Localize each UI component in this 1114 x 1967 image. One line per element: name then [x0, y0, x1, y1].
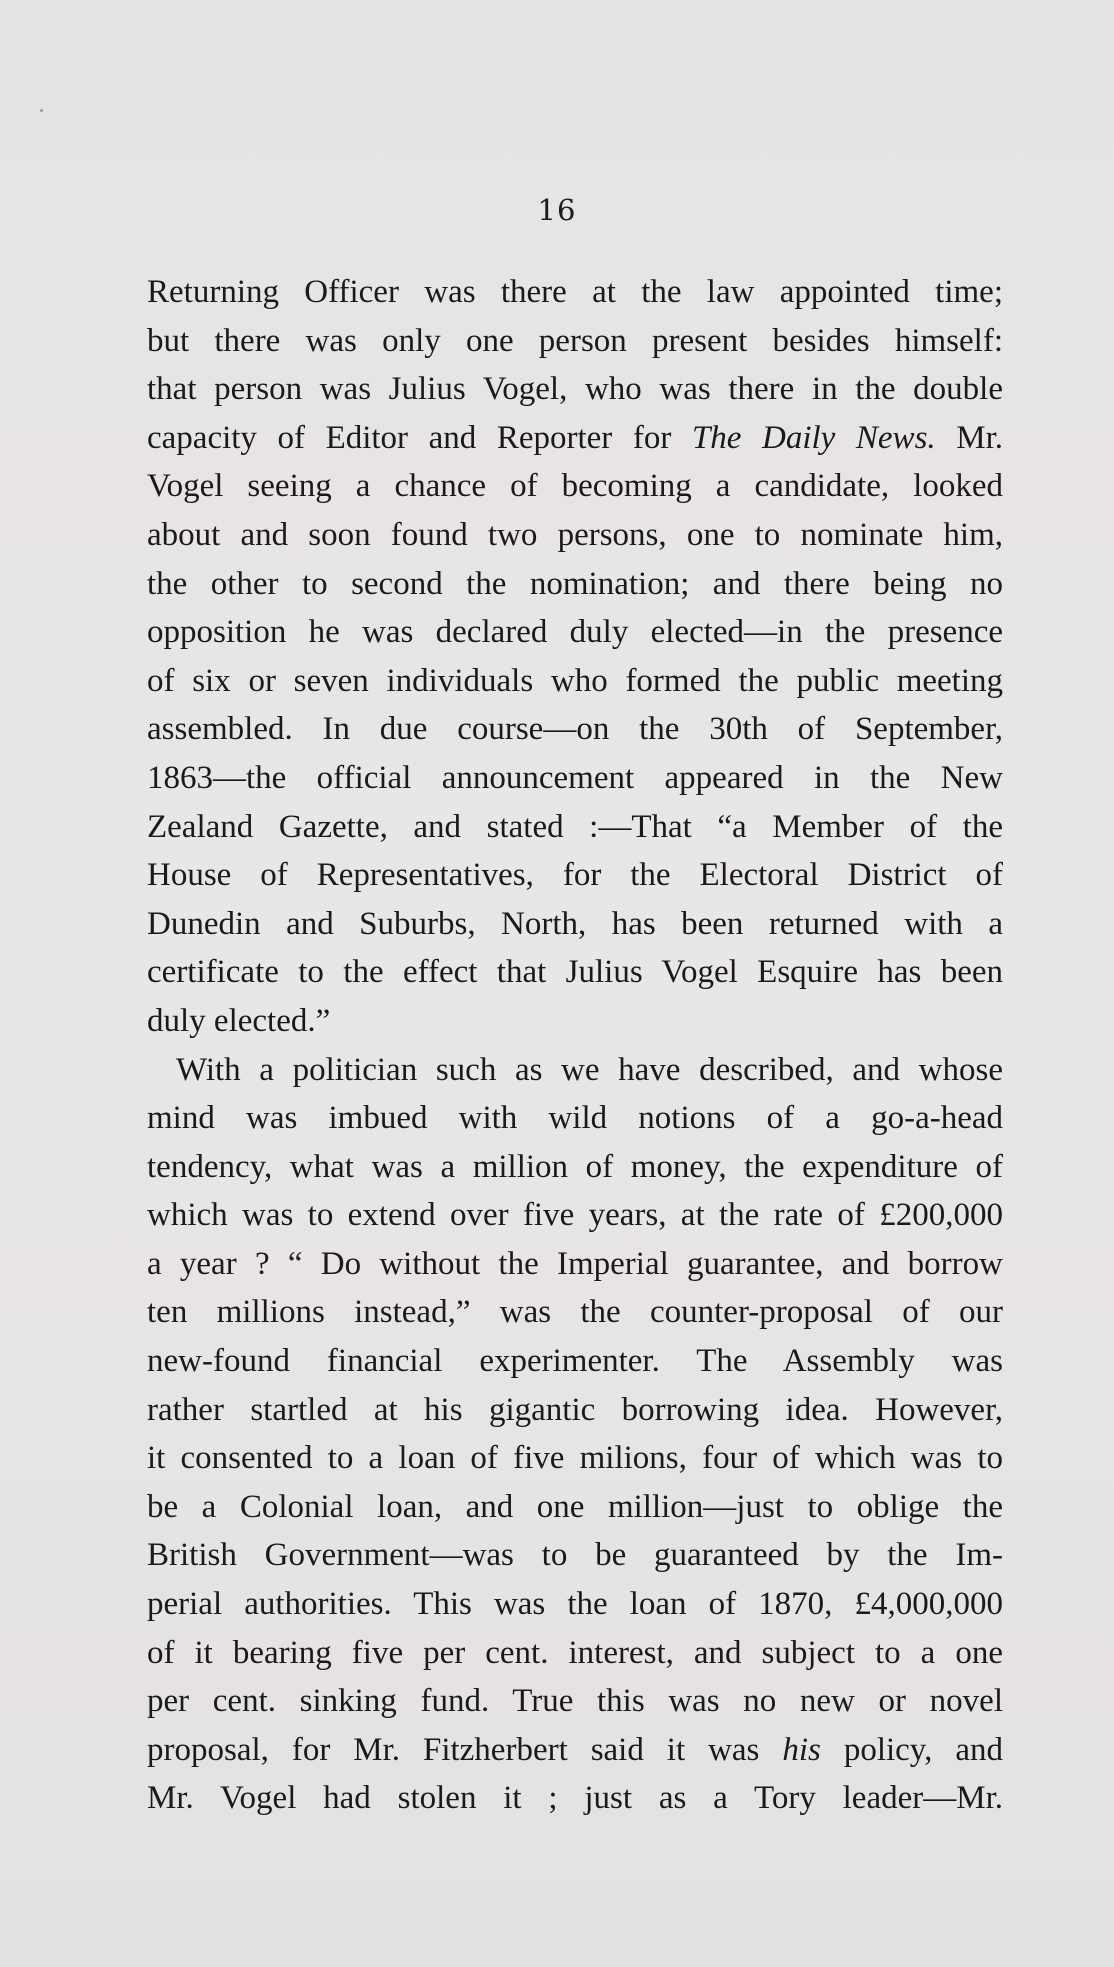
text-line: House of Representatives, for the Electoral District of — [147, 857, 1003, 894]
text-line: of six or seven individuals who formed the public meeting — [147, 662, 1003, 699]
text-line-with-emphasis — [147, 1726, 1003, 1775]
text-line: mind was imbued with wild notions of a go-a-head — [147, 1100, 1003, 1137]
text-segment: capacity of Editor and Reporter for — [147, 419, 672, 456]
text-segment: Mr. — [956, 419, 1004, 456]
text-line: Mr. Vogel had stolen it ; just as a Tory leader—Mr. — [147, 1780, 1003, 1817]
text-line: perial authorities. This was the loan of 1870, £4,000,000 — [147, 1586, 1003, 1623]
text-line: rather startled at his gigantic borrowing idea. However, — [147, 1391, 1003, 1428]
text-line: With a politician such as we have described, and whose — [176, 1051, 1003, 1088]
text-segment: proposal, for Mr. Fitzherbert said it was — [147, 1731, 760, 1768]
text-line: new-found financial experimenter. The Assembly was — [147, 1343, 1003, 1380]
text-line: tendency, what was a million of money, the expenditure of — [147, 1148, 1003, 1185]
text-line: of it bearing five per cent. interest, and subject to a one — [147, 1634, 1003, 1671]
text-line: Vogel seeing a chance of becoming a candidate, looked — [147, 468, 1003, 505]
text-line: which was to extend over five years, at the rate of £200,000 — [147, 1197, 1003, 1234]
text-line: British Government—was to be guaranteed by the Im- — [147, 1537, 1003, 1574]
text-line: duly elected.” — [147, 1002, 331, 1039]
paper-speck — [40, 109, 43, 112]
text-line: a year ? “ Do without the Imperial guarantee, and borrow — [147, 1245, 1003, 1282]
body-text — [147, 268, 1003, 1823]
text-line: certificate to the effect that Julius Vogel Esquire has been — [147, 954, 1003, 991]
text-line: Returning Officer was there at the law appointed time; — [147, 274, 1003, 310]
text-line-with-title — [147, 414, 1003, 463]
text-line: 1863—the official announcement appeared in the New — [147, 759, 1003, 796]
text-line: the other to second the nomination; and there being no — [147, 565, 1003, 602]
text-line: but there was only one person present besides himself: — [147, 322, 1003, 359]
emphasized-word: his — [782, 1731, 821, 1768]
newspaper-title: The Daily News. — [691, 419, 936, 456]
text-line: assembled. In due course—on the 30th of September, — [147, 711, 1003, 748]
text-line: it consented to a loan of five milions, four of which was to — [147, 1440, 1003, 1477]
text-line: per cent. sinking fund. True this was no new or novel — [147, 1683, 1003, 1720]
text-line: that person was Julius Vogel, who was there in the double — [147, 371, 1003, 408]
text-line: Dunedin and Suburbs, North, has been returned with a — [147, 905, 1003, 942]
text-line: be a Colonial loan, and one million—just to oblige the — [147, 1488, 1003, 1525]
text-line: about and soon found two persons, one to nominate him, — [147, 516, 1003, 553]
text-line: ten millions instead,” was the counter-proposal of our — [147, 1294, 1003, 1331]
text-line: opposition he was declared duly elected—in the presence — [147, 614, 1003, 651]
page-number: 16 — [537, 193, 577, 227]
text-segment: policy, and — [843, 1731, 1004, 1768]
text-line: Zealand Gazette, and stated :—That “a Member of the — [147, 808, 1003, 845]
